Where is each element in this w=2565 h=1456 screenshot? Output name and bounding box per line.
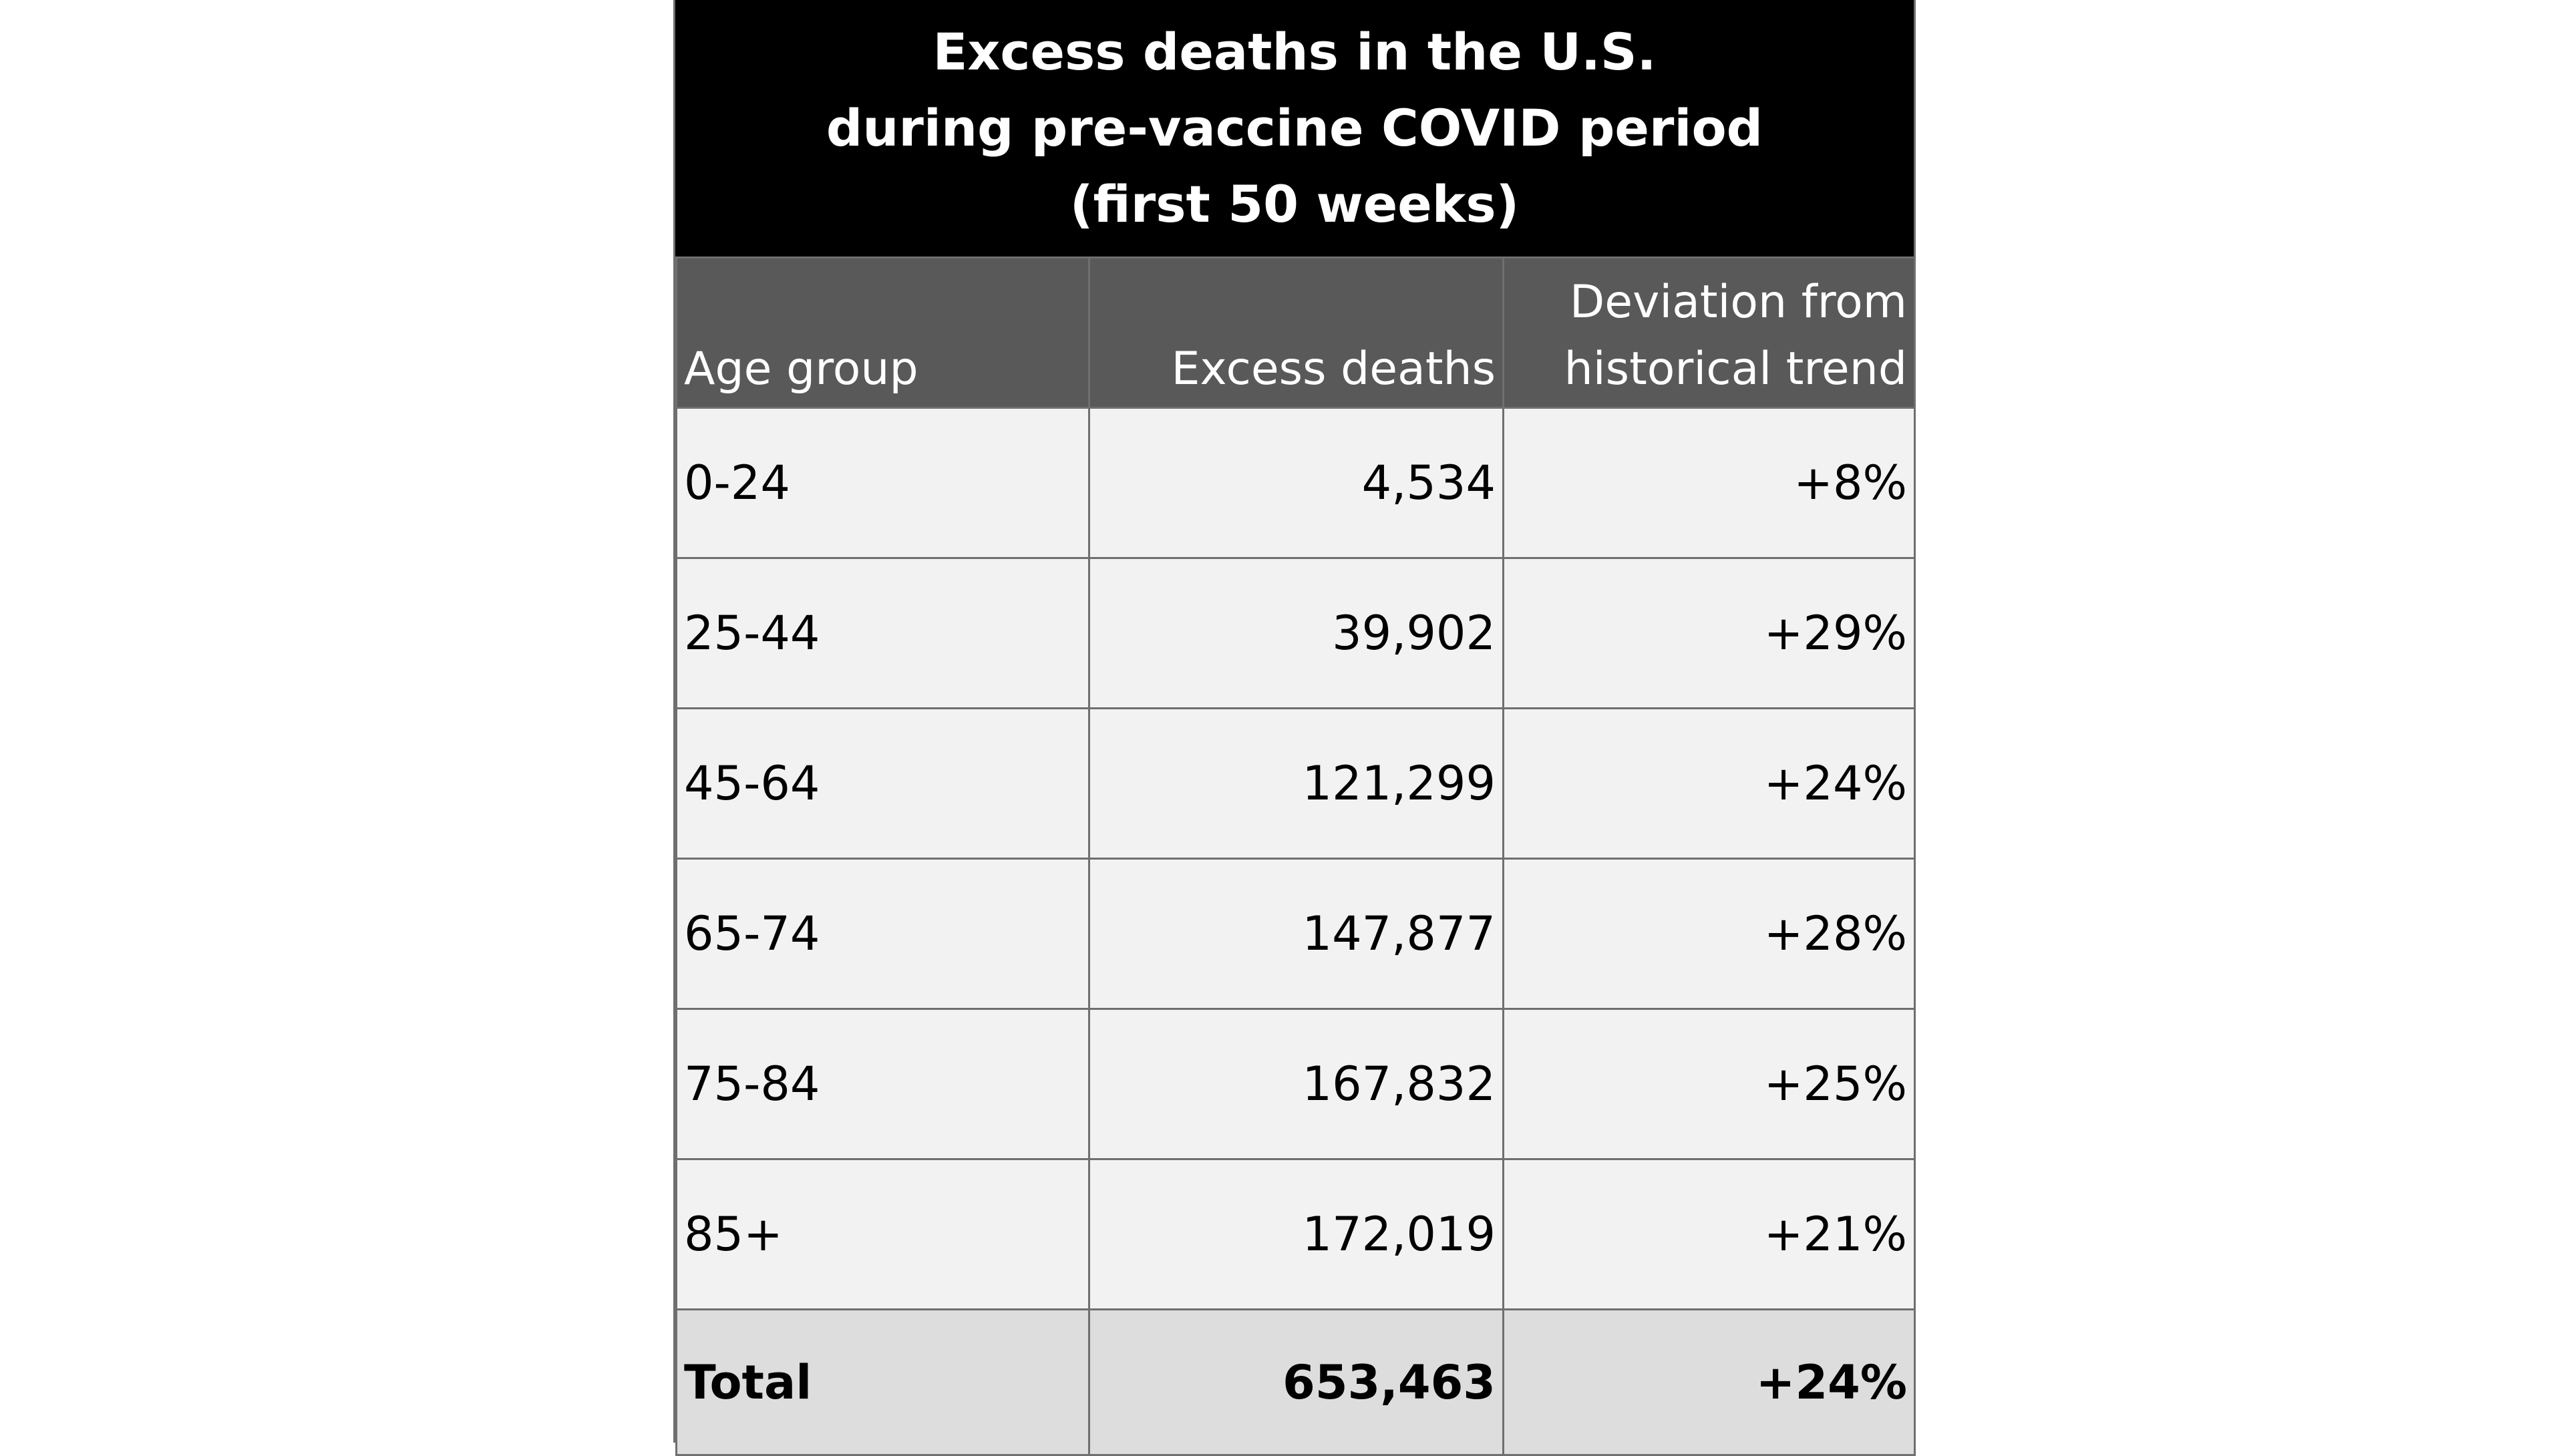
title-line-1: Excess deaths in the U.S.: [932, 22, 1657, 81]
title-line-2: during pre-vaccine COVID period: [826, 98, 1763, 158]
header-row: [677, 258, 1915, 408]
age-group-cell: 75-84: [677, 1009, 1089, 1159]
header-excess-deaths: [1089, 258, 1504, 408]
table-row: [677, 408, 1915, 558]
total-label-cell: Total: [677, 1310, 1089, 1455]
table-row: [677, 709, 1915, 859]
age-group-cell: 65-74: [677, 859, 1089, 1009]
deviation-cell: +29%: [1504, 558, 1915, 709]
header-deviation-line-1: Deviation from: [1569, 276, 1907, 329]
total-deviation-cell: +24%: [1504, 1310, 1915, 1455]
excess-deaths-cell: 167,832: [1089, 1009, 1504, 1159]
excess-deaths-table: [673, 0, 1916, 1443]
table-row: [677, 558, 1915, 709]
age-group-cell: 25-44: [677, 558, 1089, 709]
header-deviation: [1504, 258, 1915, 408]
title-line-3: (first 50 weeks): [1069, 174, 1520, 234]
total-row: [677, 1310, 1915, 1455]
table-title: [675, 0, 1914, 256]
header-deviation-line-2: historical trend: [1564, 343, 1907, 395]
excess-deaths-cell: 147,877: [1089, 859, 1504, 1009]
age-group-cell: 45-64: [677, 709, 1089, 859]
age-group-cell: 85+: [677, 1159, 1089, 1310]
deviation-cell: +24%: [1504, 709, 1915, 859]
total-excess-deaths-cell: 653,463: [1089, 1310, 1504, 1455]
data-table: [675, 256, 1916, 1456]
header-age-group-label: Age group: [684, 343, 918, 395]
excess-deaths-cell: 121,299: [1089, 709, 1504, 859]
header-age-group: [677, 258, 1089, 408]
age-group-cell: 0-24: [677, 408, 1089, 558]
deviation-cell: +28%: [1504, 859, 1915, 1009]
excess-deaths-cell: 4,534: [1089, 408, 1504, 558]
table-row: [677, 1009, 1915, 1159]
excess-deaths-cell: 39,902: [1089, 558, 1504, 709]
deviation-cell: +8%: [1504, 408, 1915, 558]
excess-deaths-cell: 172,019: [1089, 1159, 1504, 1310]
table-row: [677, 859, 1915, 1009]
deviation-cell: +21%: [1504, 1159, 1915, 1310]
deviation-cell: +25%: [1504, 1009, 1915, 1159]
table-row: [677, 1159, 1915, 1310]
header-excess-deaths-label: Excess deaths: [1171, 343, 1496, 395]
